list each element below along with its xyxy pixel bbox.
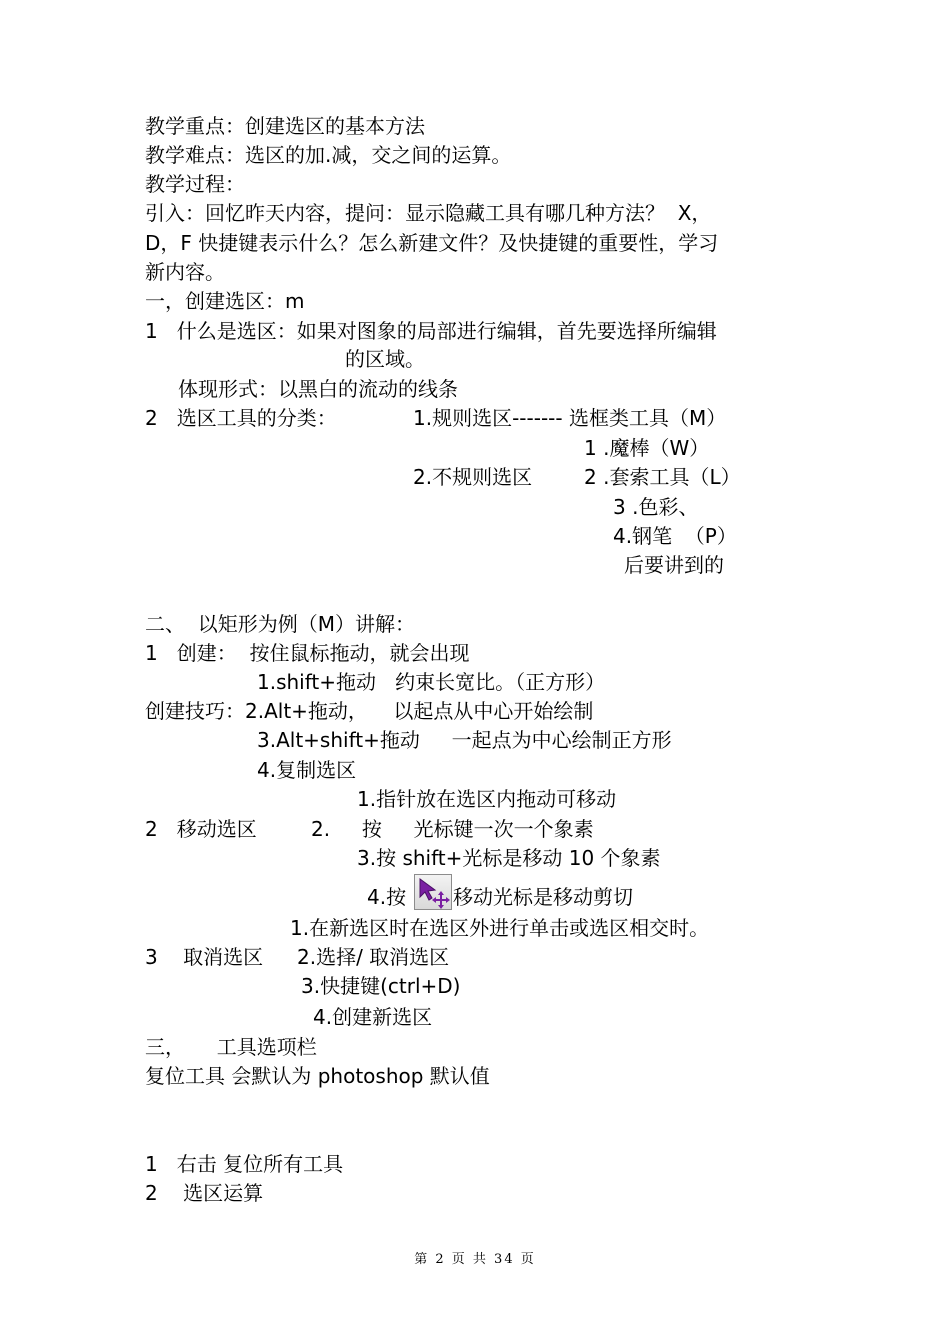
page-footer [0,1248,950,1267]
text-line: 1.在新选区时在选区外进行单击或选区相交时。 [290,916,710,940]
text-line: 2.不规则选区 [413,465,533,489]
text-line: 复位工具 会默认为 photoshop 默认值 [145,1064,490,1088]
text-line: 1 什么是选区：如果对图象的局部进行编辑，首先要选择所编辑 [145,319,717,343]
text-line: 2 .套索工具（L） [584,465,741,489]
text-line: 1.shift+拖动 约束长宽比。（正方形） [257,670,606,694]
text-line: 的区域。 [345,347,425,371]
text-line: 1.指针放在选区内拖动可移动 [357,787,617,811]
text-line: 3.Alt+shift+拖动 一起点为中心绘制正方形 [257,728,672,752]
text-line: 2.选择/ 取消选区 [297,945,450,969]
text-line: 1.规则选区------- 选框类工具（M） [413,406,727,430]
text-line: 新内容。 [145,260,225,284]
text-line: 2 选区运算 [145,1181,264,1205]
text-line: 4.钢笔 （P） [613,524,737,548]
text-line: 3 取消选区 [145,945,264,969]
text-line: 2 选区工具的分类： [145,406,337,430]
text-line: D，F 快捷键表示什么？怎么新建文件？及快捷键的重要性，学习 [145,231,719,255]
text-line: 2 移动选区 [145,817,257,841]
text-line: 创建技巧：2.Alt+拖动， 以起点从中心开始绘制 [145,699,594,723]
text-line: 1 右击 复位所有工具 [145,1152,344,1176]
text-line: 3 .色彩、 [613,495,699,519]
text-line: 教学过程： [145,172,245,196]
text-line: 体现形式：以黑白的流动的线条 [178,377,458,401]
section-heading: 一，创建选区：m [145,289,305,313]
text-line: 移动光标是移动剪切 [453,885,633,909]
text-line: 4.创建新选区 [313,1005,433,1029]
move-tool-icon [414,874,452,910]
text-line: 教学重点：创建选区的基本方法 [145,114,425,138]
text-line: 3.按 shift+光标是移动 10 个象素 [357,846,661,870]
text-line: 4.按 [367,885,407,909]
text-line: 4.复制选区 [257,758,357,782]
text-line: 1 .魔棒（W） [584,436,710,460]
text-line: 教学难点：选区的加.减，交之间的运算。 [145,143,512,167]
text-line: 2. 按 光标键一次一个象素 [311,817,594,841]
section-heading: 二、 以矩形为例（M）讲解： [145,612,415,636]
page-number-label: 第 2 页 共 34 页 [414,1252,536,1267]
text-line: 引入：回忆昨天内容，提问：显示隐藏工具有哪几种方法？ X， [145,201,712,225]
text-line: 1 创建： 按住鼠标拖动，就会出现 [145,641,470,665]
text-line: 后要讲到的 [624,553,724,577]
text-line: 3.快捷键(ctrl+D) [301,974,461,998]
section-heading: 三， 工具选项栏 [145,1035,317,1059]
